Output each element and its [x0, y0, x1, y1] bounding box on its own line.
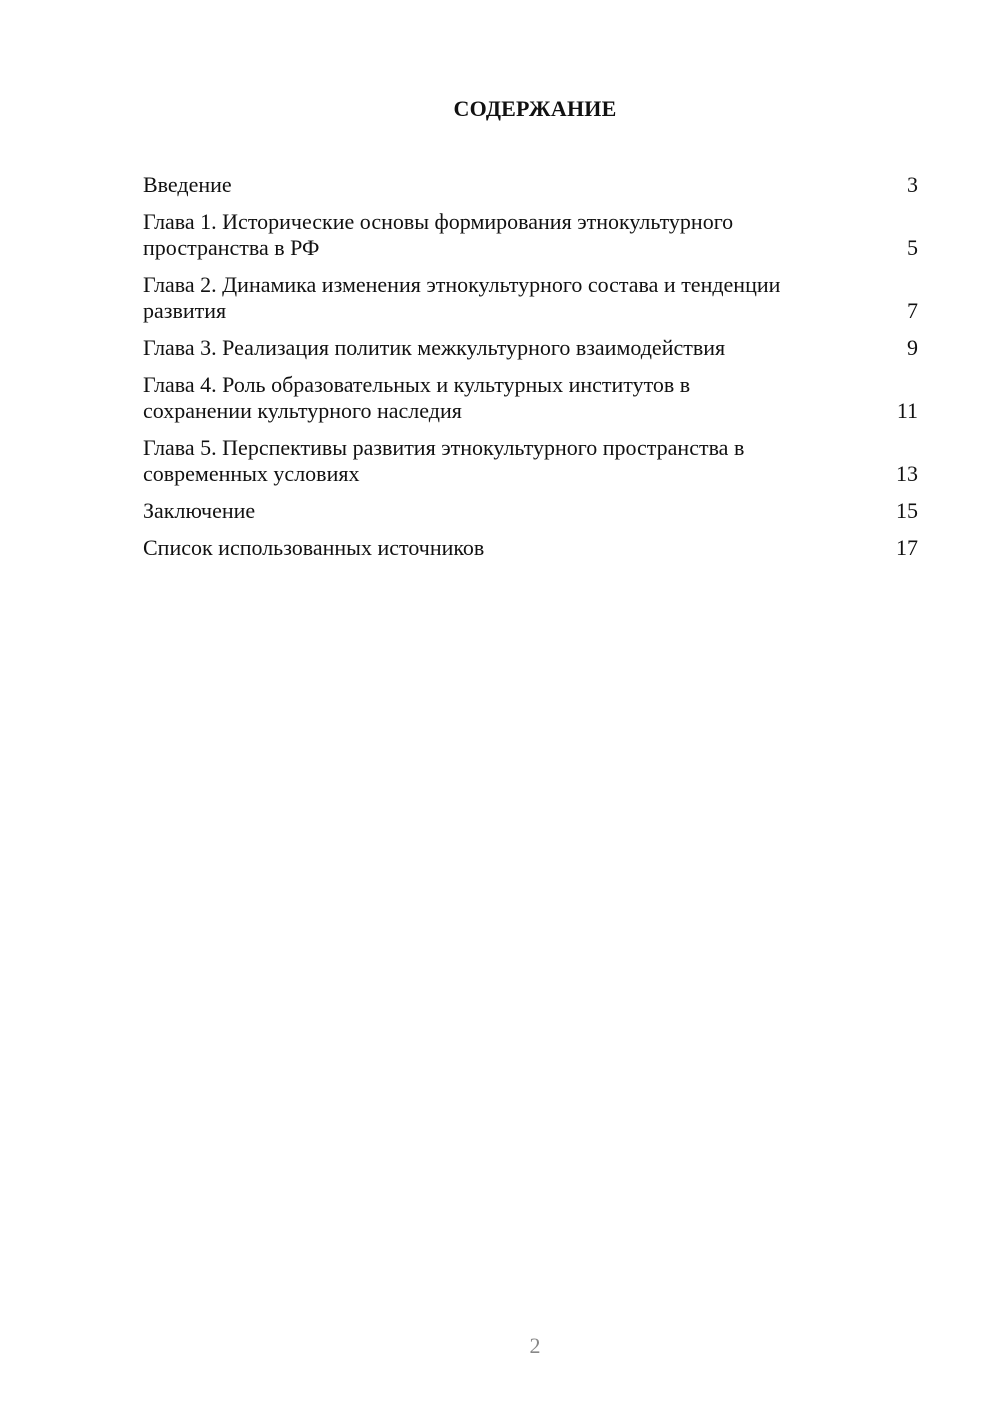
toc-entry-page: 15 — [896, 498, 918, 523]
toc-entry-references — [143, 535, 918, 561]
toc-entry-chapter-2 — [143, 272, 918, 324]
toc-entry-chapter-3 — [143, 335, 918, 361]
toc-entry-text: Глава 3. Реализация политик межкультурного взаимодействия — [143, 335, 726, 360]
table-of-contents — [143, 172, 918, 572]
toc-entry-page: 3 — [907, 172, 918, 197]
toc-entry-text: Глава 5. Перспективы развития этнокультурного пространства в современных условиях — [143, 435, 745, 486]
toc-entry-introduction — [143, 172, 918, 198]
toc-entry-text: Глава 1. Исторические основы формирования этнокультурного пространства в РФ — [143, 209, 734, 260]
toc-entry-chapter-1 — [143, 209, 918, 261]
toc-entry-page: 17 — [896, 535, 918, 560]
toc-entry-conclusion — [143, 498, 918, 524]
toc-entry-text: Глава 4. Роль образовательных и культурных институтов в сохранении культурного наследия — [143, 372, 691, 423]
toc-entry-page: 5 — [907, 235, 918, 260]
toc-entry-page: 7 — [907, 298, 918, 323]
toc-entry-text: Заключение — [143, 498, 256, 523]
toc-entry-chapter-4 — [143, 372, 918, 424]
toc-entry-text: Введение — [143, 172, 232, 197]
toc-entry-text: Глава 2. Динамика изменения этнокультурного состава и тенденции развития — [143, 272, 781, 323]
toc-entry-chapter-5 — [143, 435, 918, 487]
toc-entry-page: 13 — [896, 461, 918, 486]
toc-entry-page: 11 — [896, 398, 918, 423]
page-number: 2 — [529, 1333, 541, 1358]
toc-entry-text: Список использованных источников — [143, 535, 485, 560]
toc-title: СОДЕРЖАНИЕ — [453, 96, 617, 121]
toc-entry-page: 9 — [907, 335, 918, 360]
